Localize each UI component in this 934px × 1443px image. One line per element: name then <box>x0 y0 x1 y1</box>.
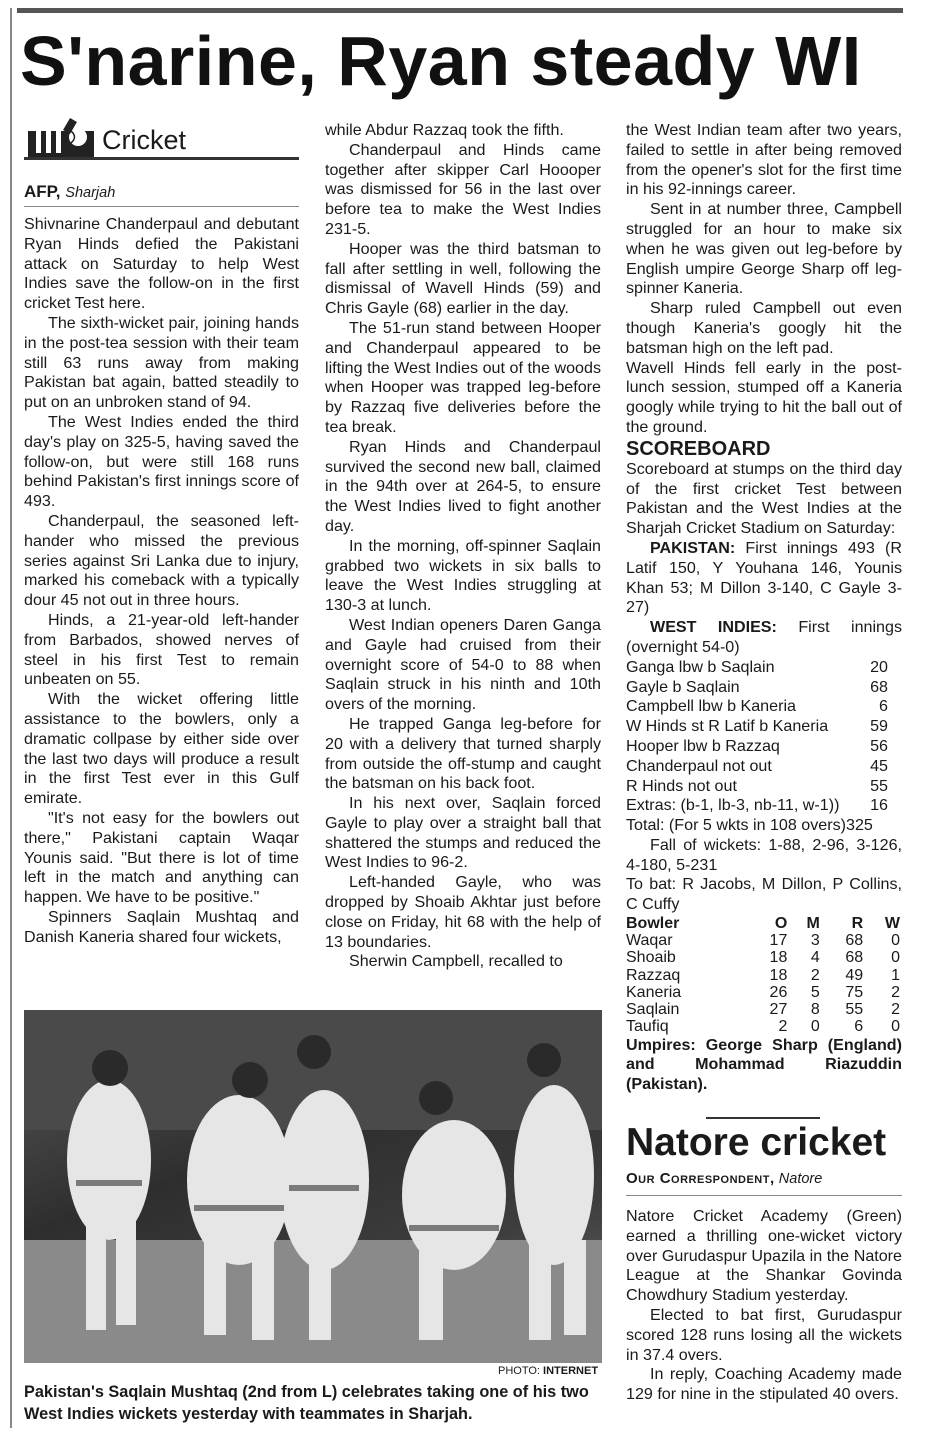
runs: 75 <box>845 983 864 1001</box>
byline-agency: AFP, <box>24 182 61 201</box>
pakistan-label: PAKISTAN: <box>650 538 736 557</box>
bowler: Shoaib <box>626 949 676 967</box>
batting-row <box>626 757 902 777</box>
photo-credit-source: INTERNET <box>543 1365 599 1377</box>
paragraph: Wavell Hinds fell early in the post-lunch session, stumped off a Kaneria googly while trying to hit the ball out of the ground. <box>626 358 902 436</box>
column-header: M <box>806 915 820 933</box>
paragraph: Chanderpaul and Hinds came together after skipper Carl Hoooper was dismissed for 56 in the last over before tea to make the West Indies 231-5. <box>325 140 601 238</box>
section-tag-label: Cricket <box>102 125 187 155</box>
article-column-1 <box>24 215 299 947</box>
runs: 55 <box>845 1001 864 1019</box>
article-column-2 <box>325 121 601 972</box>
bowler: Kaneria <box>626 983 682 1001</box>
paragraph: The West Indies ended the third day's play on 325-5, having saved the follow-on, but were still 168 runs behind Pakistan's first innings score of 493. <box>24 412 299 511</box>
page-left-border <box>10 8 12 1428</box>
byline-place: Sharjah <box>65 185 116 201</box>
paragraph: The sixth-wicket pair, joining hands in the post-tea session with their team still 63 runs away from making Pakistan bat again, batted steadily to put on an unbroken stand of 94. <box>24 313 299 412</box>
batting-row <box>626 678 902 698</box>
paragraph: the West Indian team after two years, failed to settle in after being removed from the opener's slot for the first time in his 92-innings career. <box>626 121 902 199</box>
bowler: Razzaq <box>626 966 681 984</box>
wickets: 2 <box>891 983 900 1001</box>
maidens: 8 <box>810 1001 820 1019</box>
wickets: 2 <box>891 1001 900 1019</box>
overs: 2 <box>778 1018 788 1036</box>
photo-credit-label: PHOTO: <box>498 1365 540 1377</box>
batting-row <box>626 717 902 737</box>
total: Total: (For 5 wkts in 108 overs)325 <box>626 816 873 835</box>
runs: 55 <box>870 776 888 795</box>
paragraph: Sent in at number three, Campbell struggled for an hour to make six when he was given out leg-before by English umpire George Sharp off leg-spinner Kaneria. <box>626 200 902 298</box>
paragraph: West Indian openers Daren Ganga and Gayle had cruised from their overnight score of 54-0 to 88 when Saqlain struck in his ninth and 10th overs of the morning. <box>325 615 601 714</box>
maidens: 2 <box>810 966 820 984</box>
batting-row <box>626 658 902 678</box>
bowling-row <box>626 932 900 949</box>
wickets: 0 <box>891 932 900 950</box>
runs: 59 <box>870 717 888 736</box>
main-headline: S'narine, Ryan steady WI <box>20 22 862 100</box>
bowling-table <box>626 915 900 1035</box>
maidens: 0 <box>810 1018 820 1036</box>
batting-row <box>626 777 902 797</box>
second-article <box>626 1207 902 1405</box>
paragraph: Spinners Saqlain Mushtaq and Danish Kaneria shared four wickets, <box>24 907 299 946</box>
umpires: Umpires: George Sharp (England) and Mohammad Riazuddin (Pakistan). <box>626 1035 902 1094</box>
paragraph: Chanderpaul, the seasoned left-hander who missed the previous series against Sri Lanka due to injury, marked his comeback with a typically dour 45 not out in three hours. <box>24 511 299 610</box>
paragraph: Sherwin Campbell, recalled to <box>349 952 563 971</box>
bowling-header-row <box>626 915 900 932</box>
batsman: Campbell lbw b Kaneria <box>626 697 796 716</box>
paragraph: In reply, Coaching Academy made 129 for nine in the stipulated 40 overs. <box>626 1365 902 1404</box>
column-header: O <box>774 915 788 933</box>
column-header: Bowler <box>626 915 680 933</box>
paragraph: He trapped Ganga leg-before for 20 with a delivery that turned sharply from outside the off-stump and caught the batsman on his back foot. <box>325 714 601 793</box>
match-photo <box>24 1010 602 1363</box>
wickets: 0 <box>891 949 900 967</box>
batsman: R Hinds not out <box>626 776 737 795</box>
runs: 68 <box>845 949 864 967</box>
paragraph: Left-handed Gayle, who was dropped by Shoaib Akhtar just before close on Friday, hit 68 with the help of 13 boundaries. <box>325 873 601 951</box>
fall-of-wickets: Fall of wickets: 1-88, 2-96, 3-126, 4-180, 5-231 <box>626 835 902 874</box>
paragraph: Shivnarine Chanderpaul and debutant Ryan Hinds defied the Pakistani attack on Saturday to help West Indies save the follow-on in the first cricket Test here. <box>24 215 299 313</box>
batsman: Hooper lbw b Razzaq <box>626 736 780 755</box>
batting-row <box>626 697 902 717</box>
maidens: 5 <box>810 983 820 1001</box>
second-byline <box>626 1170 822 1187</box>
runs: 49 <box>845 966 864 984</box>
paragraph: Hinds, a 21-year-old left-hander from Barbados, showed nerves of steel in his first Test to remain unbeaten on 55. <box>24 610 299 689</box>
paragraph: Sharp ruled Campbell out even though Kaneria's googly hit the batsman high on the left pad. <box>626 299 902 357</box>
byline <box>24 182 115 202</box>
cricket-stumps-icon <box>24 117 98 157</box>
paragraph: "It's not easy for the bowlers out there," Pakistani captain Waqar Younis said. "But there is lot of time left in the match and anything can happen. We have to be positive." <box>24 808 299 907</box>
runs: 68 <box>870 677 888 696</box>
second-byline-place: Natore <box>778 1171 823 1187</box>
bowling-row <box>626 967 900 984</box>
scoreboard-heading: SCOREBOARD <box>626 437 771 460</box>
pakistan-innings <box>626 539 902 618</box>
batsman: Ganga lbw b Saqlain <box>626 657 775 676</box>
batsman: Chanderpaul not out <box>626 756 772 775</box>
runs: 6 <box>879 697 888 716</box>
west-indies-text: First innings (overnight 54-0) <box>626 618 902 656</box>
paragraph: The 51-run stand between Hooper and Chanderpaul appeared to be lifting the West Indies out of the woods when Hooper was trapped leg-before by Razzaq five deliveries before the tea break. <box>325 318 601 436</box>
paragraph: Natore Cricket Academy (Green) earned a thrilling one-wicket victory over Gurudaspur Upazila in the Natore League at the Shankar Govinda Chowdhury Stadium yesterday. <box>626 1207 902 1305</box>
bowling-row <box>626 949 900 966</box>
batsman: W Hinds st R Latif b Kaneria <box>626 717 829 736</box>
west-indies-innings <box>626 618 902 658</box>
maidens: 4 <box>810 949 820 967</box>
runs: 6 <box>854 1018 864 1036</box>
west-indies-label: WEST INDIES: <box>650 618 777 637</box>
column-header: W <box>884 915 900 933</box>
paragraph: In his next over, Saqlain forced Gayle to play over a straight ball that shattered the stumps and reduced the West Indies to 96-2. <box>325 794 601 872</box>
paragraph: Ryan Hinds and Chanderpaul survived the second new ball, claimed in the 94th over at 264-5, to ensure the West Indies lived to fight another day. <box>325 437 601 535</box>
paragraph: Elected to bat first, Gurudaspur scored 128 runs losing all the wickets in 37.4 overs. <box>626 1305 902 1364</box>
runs: 45 <box>870 756 888 775</box>
bowler: Waqar <box>626 932 673 950</box>
pakistan-text: First innings 493 (R Latif 150, Y Youhana 146, Younis Khan 53; M Dillon 3-140, C Gayle 3-27) <box>626 538 902 617</box>
photo-caption: Pakistan's Saqlain Mushtaq (2nd from L) celebrates taking one of his two West Indies wickets yesterday with teammates in Sharjah. <box>24 1383 589 1423</box>
paragraph: Hooper was the third batsman to fall after settling in well, following the dismissal of Wavell Hinds (59) and Chris Gayle (68) earlier in the day. <box>325 239 601 318</box>
second-headline: Natore cricket <box>626 1121 887 1164</box>
overs: 26 <box>769 983 788 1001</box>
bowler: Taufiq <box>626 1018 669 1036</box>
overs: 18 <box>769 966 788 984</box>
overs: 27 <box>769 1001 788 1019</box>
overs: 18 <box>769 949 788 967</box>
runs: 20 <box>870 657 888 676</box>
photo-credit <box>498 1365 598 1377</box>
runs: 68 <box>845 932 864 950</box>
byline-rule <box>24 206 299 207</box>
runs: 56 <box>870 736 888 755</box>
section-tag-rule <box>24 157 299 160</box>
section-tag <box>24 117 299 161</box>
top-rule <box>17 8 903 13</box>
batsman: Gayle b Saqlain <box>626 677 740 696</box>
bowling-row <box>626 1018 900 1035</box>
second-byline-agency: Our Correspondent, <box>626 1170 775 1187</box>
batting-row <box>626 796 902 816</box>
players-celebrating-illustration <box>24 1010 602 1363</box>
paragraph: In the morning, off-spinner Saqlain grabbed two wickets in six balls to leave the West Indies struggling at 130-3 at lunch. <box>325 536 601 615</box>
runs: 16 <box>870 796 888 815</box>
bowling-row <box>626 984 900 1001</box>
story-divider <box>706 1117 820 1119</box>
to-bat: To bat: R Jacobs, M Dillon, P Collins, C Cuffy <box>626 875 902 914</box>
bowling-row <box>626 1001 900 1018</box>
paragraph: while Abdur Razzaq took the fifth. <box>325 121 564 139</box>
wickets: 0 <box>891 1018 900 1036</box>
paragraph: With the wicket offering little assistance to the bowlers, only a dramatic collpase by either side over the last two days will produce a result in the first Test ever in this Gulf emirate. <box>24 690 299 808</box>
maidens: 3 <box>810 932 820 950</box>
article-column-3 <box>626 121 902 1095</box>
batting-card <box>626 658 902 816</box>
column-header: R <box>851 915 864 933</box>
batsman: Extras: (b-1, lb-3, nb-11, w-1)) <box>626 796 840 815</box>
scoreboard-intro: Scoreboard at stumps on the third day of the first cricket Test between Pakistan and the West Indies at the Sharjah Cricket Stadium on Saturday: <box>626 459 902 538</box>
second-byline-rule <box>626 1195 902 1196</box>
bowler: Saqlain <box>626 1001 680 1019</box>
batting-row <box>626 737 902 757</box>
wickets: 1 <box>891 966 900 984</box>
overs: 17 <box>769 932 788 950</box>
